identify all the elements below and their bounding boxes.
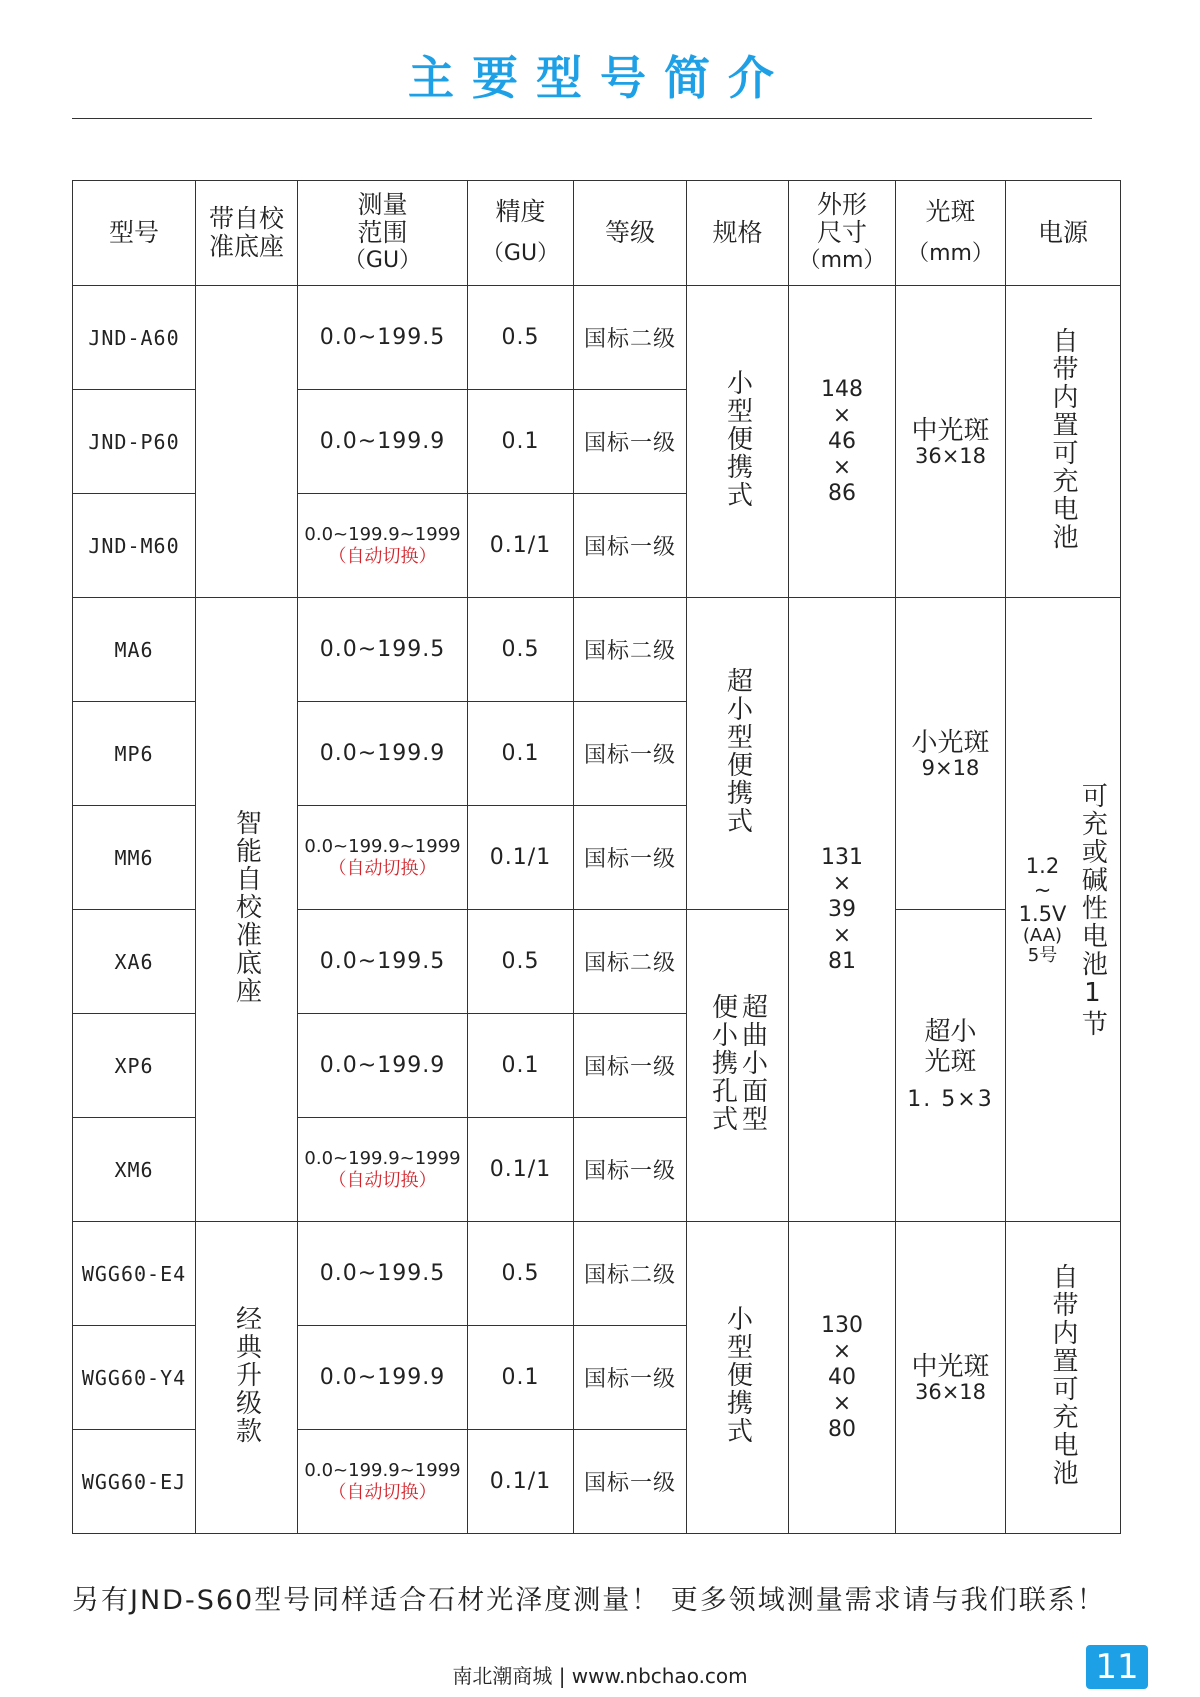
- spec-cell-group2a: [687, 598, 789, 910]
- power-voltage-l2: ~: [1033, 877, 1052, 902]
- size-times: ×: [832, 454, 852, 480]
- power-cell-group1: [1006, 286, 1121, 598]
- precision-cell: 0.1: [468, 702, 574, 806]
- header-range-l2: 范围: [357, 218, 408, 247]
- power-voltage-l4: (AA): [1022, 924, 1063, 946]
- range-note: （自动切换）: [328, 1169, 437, 1191]
- base-cell-group1: [196, 286, 298, 598]
- grade-cell: 国标一级: [574, 1430, 687, 1534]
- range-cell: 0.0~199.9: [298, 1014, 468, 1118]
- grade-cell: 国标二级: [574, 910, 687, 1014]
- header-base: [196, 181, 298, 286]
- header-base-label: 带自校准底座: [208, 204, 284, 261]
- spot-size: 36×18: [914, 1379, 987, 1404]
- range-note: （自动切换）: [328, 1481, 437, 1503]
- precision-cell: 0.1/1: [468, 1118, 574, 1222]
- header-size-l1: 外形: [816, 190, 867, 219]
- size-times: ×: [832, 922, 852, 948]
- spec-label: 小型便携式: [722, 1304, 753, 1445]
- model-cell: XM6: [73, 1118, 196, 1222]
- range-note: （自动切换）: [328, 545, 437, 567]
- spot-size: 36×18: [914, 443, 987, 468]
- table-row: [73, 598, 1121, 702]
- precision-cell: 0.1: [468, 1014, 574, 1118]
- power-voltage-l3: 1.5V: [1018, 901, 1067, 926]
- header-spot-l1: 光斑: [925, 197, 976, 226]
- precision-cell: 0.1/1: [468, 1430, 574, 1534]
- range-cell: 0.0~199.5: [298, 910, 468, 1014]
- header-size-l2: 尺寸: [816, 218, 867, 247]
- precision-cell: 0.5: [468, 1222, 574, 1326]
- grade-cell: 国标二级: [574, 1222, 687, 1326]
- header-spot: [896, 181, 1006, 286]
- size-cell-group2: [789, 598, 896, 1222]
- grade-cell: 国标一级: [574, 1326, 687, 1430]
- title-divider: [72, 118, 1092, 119]
- header-range-l1: 测量: [357, 190, 408, 219]
- model-table: [72, 180, 1121, 1534]
- power-cell-group2: [1006, 598, 1121, 1222]
- base-cell-group3: [196, 1222, 298, 1534]
- site-footer: 南北潮商城 | www.nbchao.com: [452, 1664, 748, 1688]
- size-times: ×: [832, 870, 852, 896]
- range-value: 0.0~199.9~1999: [304, 523, 461, 545]
- footer-note: 另有JND-S60型号同样适合石材光泽度测量！ 更多领域测量需求请与我们联系！: [72, 1585, 1106, 1616]
- spot-name: 小光斑: [911, 727, 990, 758]
- power-voltage: [1019, 854, 1067, 966]
- model-cell: XP6: [73, 1014, 196, 1118]
- grade-cell: 国标一级: [574, 1014, 687, 1118]
- size-value: 40: [828, 1364, 856, 1390]
- size-cell-group3: [789, 1222, 896, 1534]
- range-cell: 0.0~199.9: [298, 390, 468, 494]
- model-cell: WGG60-EJ: [73, 1430, 196, 1534]
- base-cell-group2: [196, 598, 298, 1222]
- spec-cell-group1: [687, 286, 789, 598]
- range-cell: [298, 1118, 468, 1222]
- size-value: 130: [821, 1312, 863, 1338]
- spec-label: 小型便携式: [722, 368, 753, 509]
- header-size: [789, 181, 896, 286]
- header-size-l3: （mm）: [798, 248, 886, 273]
- grade-cell: 国标一级: [574, 494, 687, 598]
- header-precision-l1: 精度: [495, 197, 546, 226]
- size-value: 86: [828, 480, 856, 506]
- grade-cell: 国标二级: [574, 598, 687, 702]
- spot-name: 中光斑: [911, 415, 990, 446]
- precision-cell: 0.1/1: [468, 494, 574, 598]
- precision-cell: 0.5: [468, 910, 574, 1014]
- spot-name-l1: 超小: [924, 1016, 977, 1047]
- model-cell: MA6: [73, 598, 196, 702]
- range-cell: [298, 1430, 468, 1534]
- precision-cell: 0.1: [468, 1326, 574, 1430]
- header-precision-l2: （GU）: [481, 241, 560, 266]
- spot-size: 1. 5×3: [907, 1086, 994, 1112]
- size-value: 80: [828, 1416, 856, 1442]
- grade-cell: 国标二级: [574, 286, 687, 390]
- header-spec: 规格: [687, 181, 789, 286]
- range-note: （自动切换）: [328, 857, 437, 879]
- power-label: 自带内置可充电池: [1048, 326, 1078, 551]
- size-value: 148: [821, 376, 863, 402]
- precision-cell: 0.1/1: [468, 806, 574, 910]
- power-voltage-l5: 5号: [1027, 944, 1058, 966]
- spot-cell-group3: [896, 1222, 1006, 1534]
- size-times: ×: [832, 1390, 852, 1416]
- model-cell: MP6: [73, 702, 196, 806]
- size-value: 81: [828, 948, 856, 974]
- spec-cell-group3: [687, 1222, 789, 1534]
- base-label: 智能自校准底座: [231, 808, 262, 1005]
- grade-cell: 国标一级: [574, 390, 687, 494]
- size-value: 46: [828, 428, 856, 454]
- size-value: 131: [821, 844, 863, 870]
- range-value: 0.0~199.9~1999: [304, 835, 461, 857]
- precision-cell: 0.1: [468, 390, 574, 494]
- spot-cell-group2b: [896, 910, 1006, 1222]
- spot-size: 9×18: [921, 755, 980, 780]
- base-label: 经典升级款: [231, 1304, 262, 1445]
- range-cell: 0.0~199.9: [298, 1326, 468, 1430]
- model-cell: WGG60-E4: [73, 1222, 196, 1326]
- grade-cell: 国标一级: [574, 806, 687, 910]
- range-cell: 0.0~199.9: [298, 702, 468, 806]
- grade-cell: 国标一级: [574, 1118, 687, 1222]
- power-label: 自带内置可充电池: [1048, 1262, 1078, 1487]
- header-precision: [468, 181, 574, 286]
- header-row: [73, 181, 1121, 286]
- size-times: ×: [832, 1338, 852, 1364]
- range-cell: 0.0~199.5: [298, 1222, 468, 1326]
- power-label: 可充或碱性电池1节: [1077, 781, 1108, 1038]
- model-cell: JND-P60: [73, 390, 196, 494]
- spot-name-l2: 光斑: [924, 1046, 977, 1077]
- grade-cell: 国标一级: [574, 702, 687, 806]
- header-spot-l2: （mm）: [907, 241, 994, 266]
- spot-cell-group1: [896, 286, 1006, 598]
- model-cell: MM6: [73, 806, 196, 910]
- header-range: [298, 181, 468, 286]
- range-cell: 0.0~199.5: [298, 598, 468, 702]
- power-voltage-l1: 1.2: [1025, 853, 1060, 878]
- table-row: [73, 286, 1121, 390]
- precision-cell: 0.5: [468, 286, 574, 390]
- range-value: 0.0~199.9~1999: [304, 1147, 461, 1169]
- table-row: [73, 1222, 1121, 1326]
- range-cell: [298, 494, 468, 598]
- size-value: 39: [828, 896, 856, 922]
- power-cell-group3: [1006, 1222, 1121, 1534]
- spec-label: 超小型便携式: [722, 666, 753, 835]
- range-value: 0.0~199.9~1999: [304, 1459, 461, 1481]
- header-power: 电源: [1006, 181, 1121, 286]
- header-grade: 等级: [574, 181, 687, 286]
- model-cell: WGG60-Y4: [73, 1326, 196, 1430]
- header-range-l3: （GU）: [343, 248, 422, 273]
- spec-cell-group2b: [687, 910, 789, 1222]
- range-cell: 0.0~199.5: [298, 286, 468, 390]
- model-cell: XA6: [73, 910, 196, 1014]
- spot-cell-group2a: [896, 598, 1006, 910]
- spot-name: 中光斑: [911, 1351, 990, 1382]
- precision-cell: 0.5: [468, 598, 574, 702]
- page-title: 主要型号简介: [408, 51, 792, 105]
- page-number: 11: [1086, 1645, 1148, 1689]
- header-model: 型号: [73, 181, 196, 286]
- model-cell: JND-A60: [73, 286, 196, 390]
- range-cell: [298, 806, 468, 910]
- model-cell: JND-M60: [73, 494, 196, 598]
- spec-label: 超曲小面型便小携孔式: [707, 992, 768, 1133]
- size-times: ×: [832, 402, 852, 428]
- size-cell-group1: [789, 286, 896, 598]
